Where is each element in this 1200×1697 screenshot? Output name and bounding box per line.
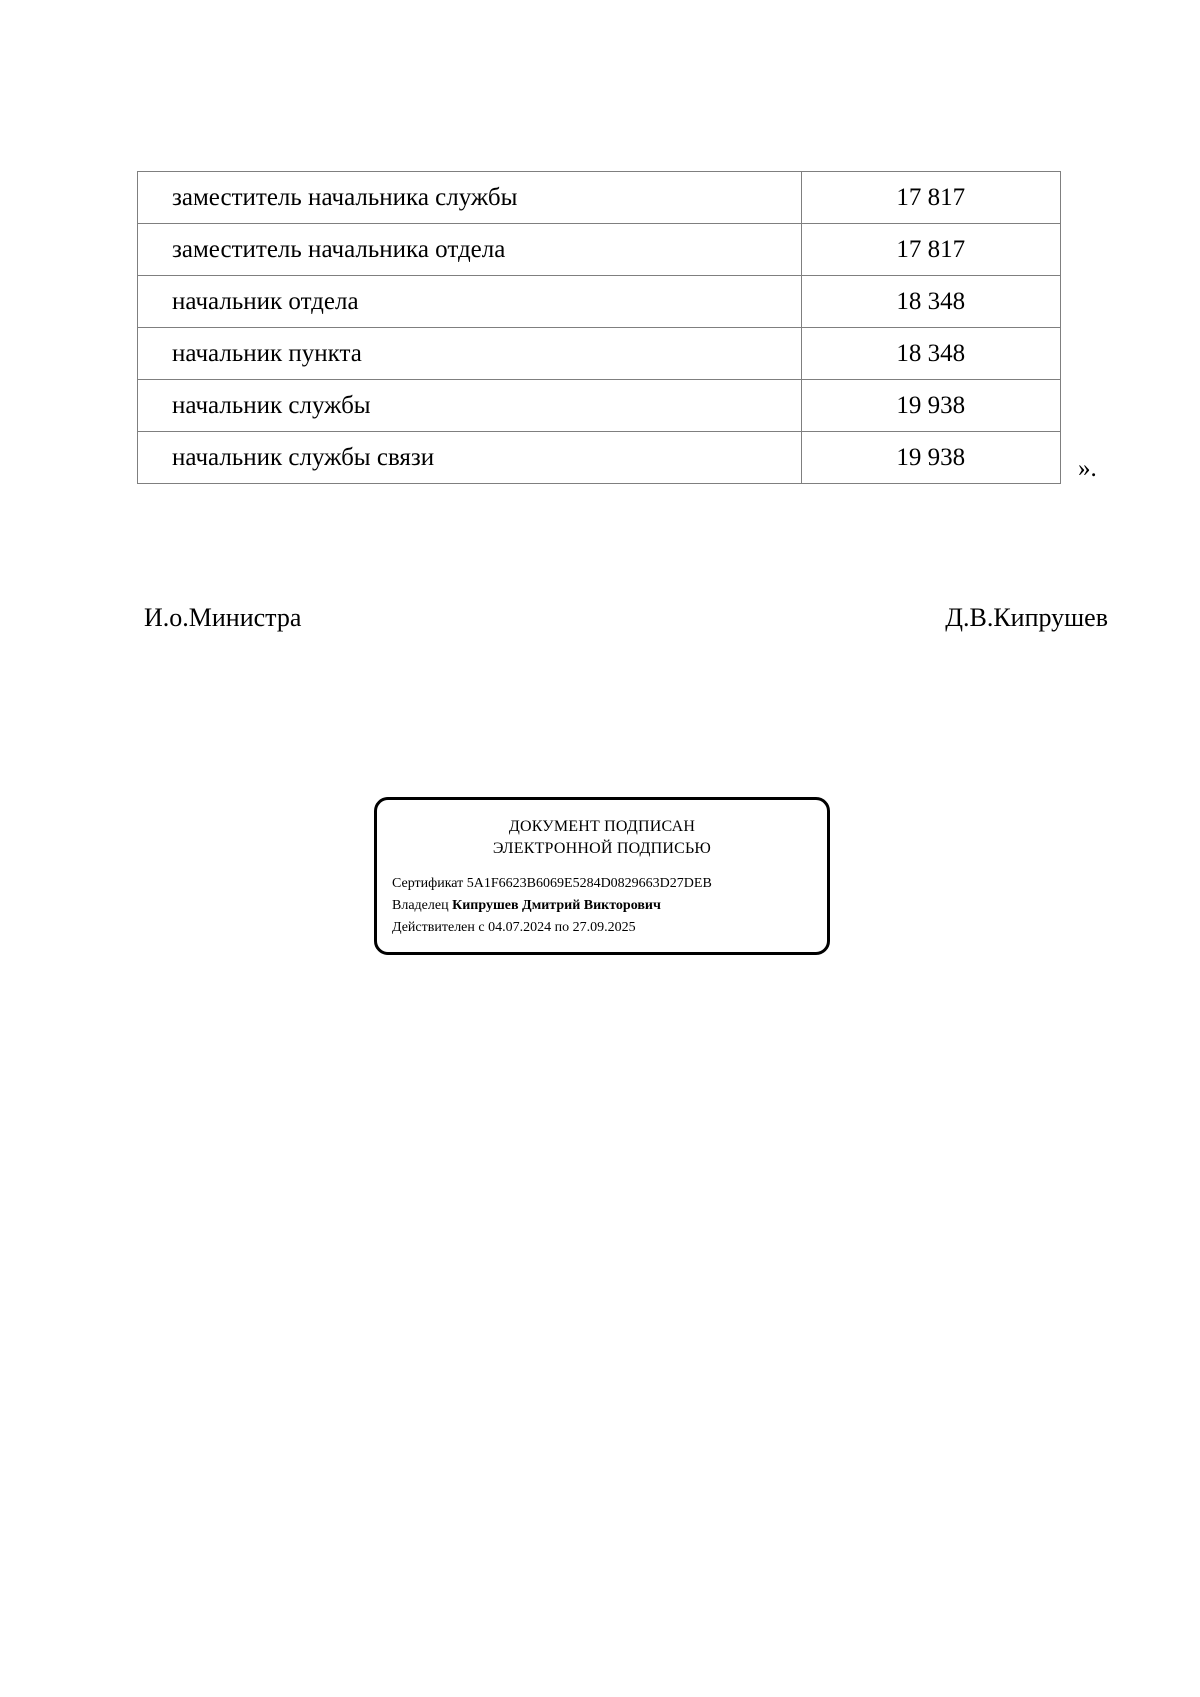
valid-from: 04.07.2024 (488, 920, 552, 935)
stamp-heading-line: ДОКУМЕНТ ПОДПИСАН (508, 818, 696, 835)
amount-cell: 17 817 (801, 224, 1060, 276)
position-cell: заместитель начальника службы (138, 172, 802, 224)
electronic-signature-stamp (374, 797, 830, 955)
certificate-value: 5A1F6623B6069E5284D0829663D27DEB (466, 876, 712, 891)
valid-to: 27.09.2025 (572, 920, 636, 935)
position-cell: начальник пункта (138, 328, 802, 380)
signer-title: И.о.Министра (144, 603, 302, 632)
valid-label: Действителен (392, 920, 475, 935)
stamp-heading-line: ЭЛЕКТРОННОЙ ПОДПИСЬЮ (492, 840, 712, 857)
table-row (138, 380, 1061, 432)
stamp-heading (377, 816, 827, 860)
stamp-details (392, 873, 827, 939)
owner-value: Кипрушев Дмитрий Викторович (452, 898, 661, 913)
stamp-owner-line (392, 895, 827, 917)
table-row (138, 276, 1061, 328)
position-cell: начальник отдела (138, 276, 802, 328)
amount-cell: 17 817 (801, 172, 1060, 224)
certificate-label: Сертификат (392, 876, 464, 891)
amount-cell: 19 938 (801, 380, 1060, 432)
amount-cell: 18 348 (801, 276, 1060, 328)
table-row (138, 328, 1061, 380)
closing-quote: ». (1078, 455, 1097, 482)
signer-name: Д.В.Кипрушев (945, 603, 1108, 632)
owner-label: Владелец (392, 898, 449, 913)
valid-from-label: с (478, 920, 485, 935)
valid-to-label: по (554, 920, 570, 935)
stamp-certificate-line (392, 873, 827, 895)
position-cell: начальник службы (138, 380, 802, 432)
table-row (138, 172, 1061, 224)
table-row (138, 224, 1061, 276)
salary-table (137, 171, 1061, 484)
amount-cell: 19 938 (801, 432, 1060, 484)
stamp-validity-line (392, 917, 827, 939)
amount-cell: 18 348 (801, 328, 1060, 380)
position-cell: начальник службы связи (138, 432, 802, 484)
position-cell: заместитель начальника отдела (138, 224, 802, 276)
table-row (138, 432, 1061, 484)
